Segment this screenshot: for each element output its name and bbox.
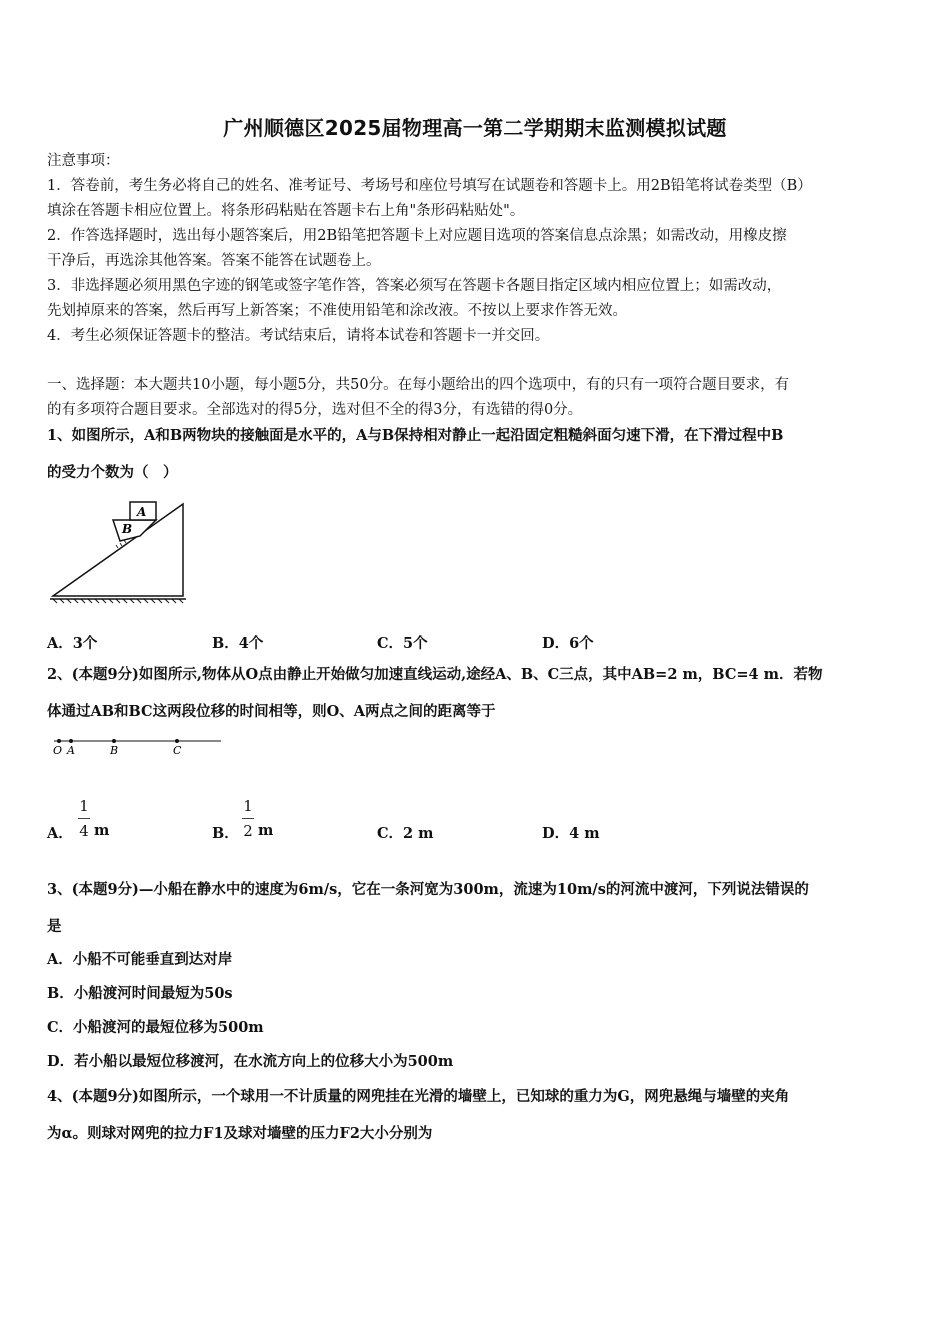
section-line: 的有多项符合题目要求。全部选对的得5分，选对但不全的得3分，有选错的得0分。: [47, 402, 583, 418]
block-b: [113, 520, 156, 541]
point-a: A: [67, 744, 75, 757]
notice-line: 1．答卷前，考生务必将自己的姓名、准考证号、考场号和座位号填写在试题卷和答题卡上。用2B铅笔将试卷类型（B）: [47, 178, 812, 194]
fraction-denominator: 4: [79, 822, 89, 840]
question-1-text: 的受力个数为（ ）: [47, 464, 178, 481]
question-4-text: 4、(本题9分)如图所示，一个球用一不计质量的网兜挂在光滑的墙壁上，已知球的重力为G，网兜悬绳与墙壁的夹角: [47, 1088, 790, 1105]
q2-option-a-unit: m: [94, 822, 110, 839]
point-c: C: [173, 744, 182, 757]
q2-option-b[interactable]: B．: [212, 825, 239, 842]
q1-option-a[interactable]: A．3个: [47, 635, 98, 652]
q3-option-d[interactable]: D．若小船以最短位移渡河，在水流方向上的位移大小为500m: [47, 1053, 454, 1070]
question-2-text: 2、(本题9分)如图所示,物体从O点由静止开始做匀加速直线运动,途经A、B、C三点，其中AB=2 m，BC=4 m．若物: [47, 666, 823, 683]
notice-heading: 注意事项：: [47, 153, 120, 169]
q2-option-c[interactable]: C．2 m: [377, 825, 434, 842]
q3-option-c[interactable]: C．小船渡河的最短位移为500m: [47, 1019, 264, 1036]
q3-option-a[interactable]: A．小船不可能垂直到达对岸: [47, 951, 233, 968]
section-line: 一、选择题：本大题共10小题，每小题5分，共50分。在每小题给出的四个选项中，有的只有一项符合题目要求，有: [47, 377, 790, 393]
q2-option-d[interactable]: D．4 m: [542, 825, 600, 842]
notice-line: 先划掉原来的答案，然后再写上新答案；不准使用铅笔和涂改液。不按以上要求作答无效。: [47, 303, 627, 319]
fraction-bar: [78, 818, 90, 819]
fraction-numerator: 1: [79, 797, 89, 815]
notice-line: 填涂在答题卡相应位置上。将条形码粘贴在答题卡右上角"条形码粘贴处"。: [47, 203, 525, 219]
q1-option-c[interactable]: C．5个: [377, 635, 428, 652]
q2-option-a[interactable]: A．: [47, 825, 73, 842]
question-1-text: 1、如图所示，A和B两物块的接触面是水平的，A与B保持相对静止一起沿固定粗糙斜面匀速下滑，在下滑过程中B: [47, 427, 784, 444]
fraction-numerator: 1: [243, 797, 253, 815]
label-b: B: [122, 522, 133, 536]
page-title: 广州顺德区2025届物理高一第二学期期末监测模拟试题: [223, 116, 727, 140]
question-2-text: 体通过AB和BC这两段位移的时间相等，则O、A两点之间的距离等于: [47, 703, 496, 720]
question-4-text: 为α。则球对网兜的拉力F1及球对墙壁的压力F2大小分别为: [47, 1125, 433, 1142]
fraction-bar: [242, 818, 254, 819]
q3-option-b[interactable]: B．小船渡河时间最短为50s: [47, 985, 233, 1002]
q1-option-b[interactable]: B．4个: [212, 635, 264, 652]
q1-option-d[interactable]: D．6个: [542, 635, 594, 652]
q2-option-b-unit: m: [258, 822, 274, 839]
label-a: A: [137, 505, 147, 519]
notice-line: 干净后，再选涂其他答案。答案不能答在试题卷上。: [47, 253, 381, 269]
line-figure: [50, 733, 225, 761]
notice-line: 4．考生必须保证答题卡的整洁。考试结束后，请将本试卷和答题卡一并交回。: [47, 328, 550, 344]
notice-line: 2．作答选择题时，选出每小题答案后，用2B铅笔把答题卡上对应题目选项的答案信息点涂黑；如需改动，用橡皮擦: [47, 228, 787, 244]
question-3-text: 3、(本题9分)—小船在静水中的速度为6m/s，它在一条河宽为300m，流速为10m/s的河流中渡河，下列说法错误的: [47, 881, 809, 898]
point-o: O: [53, 744, 63, 757]
point-b: B: [110, 744, 119, 757]
fraction-denominator: 2: [243, 822, 253, 840]
incline-figure: [50, 492, 190, 607]
notice-line: 3．非选择题必须用黑色字迹的钢笔或签字笔作答，答案必须写在答题卡各题目指定区域内相应位置上；如需改动，: [47, 278, 782, 294]
question-3-text: 是: [47, 918, 62, 935]
